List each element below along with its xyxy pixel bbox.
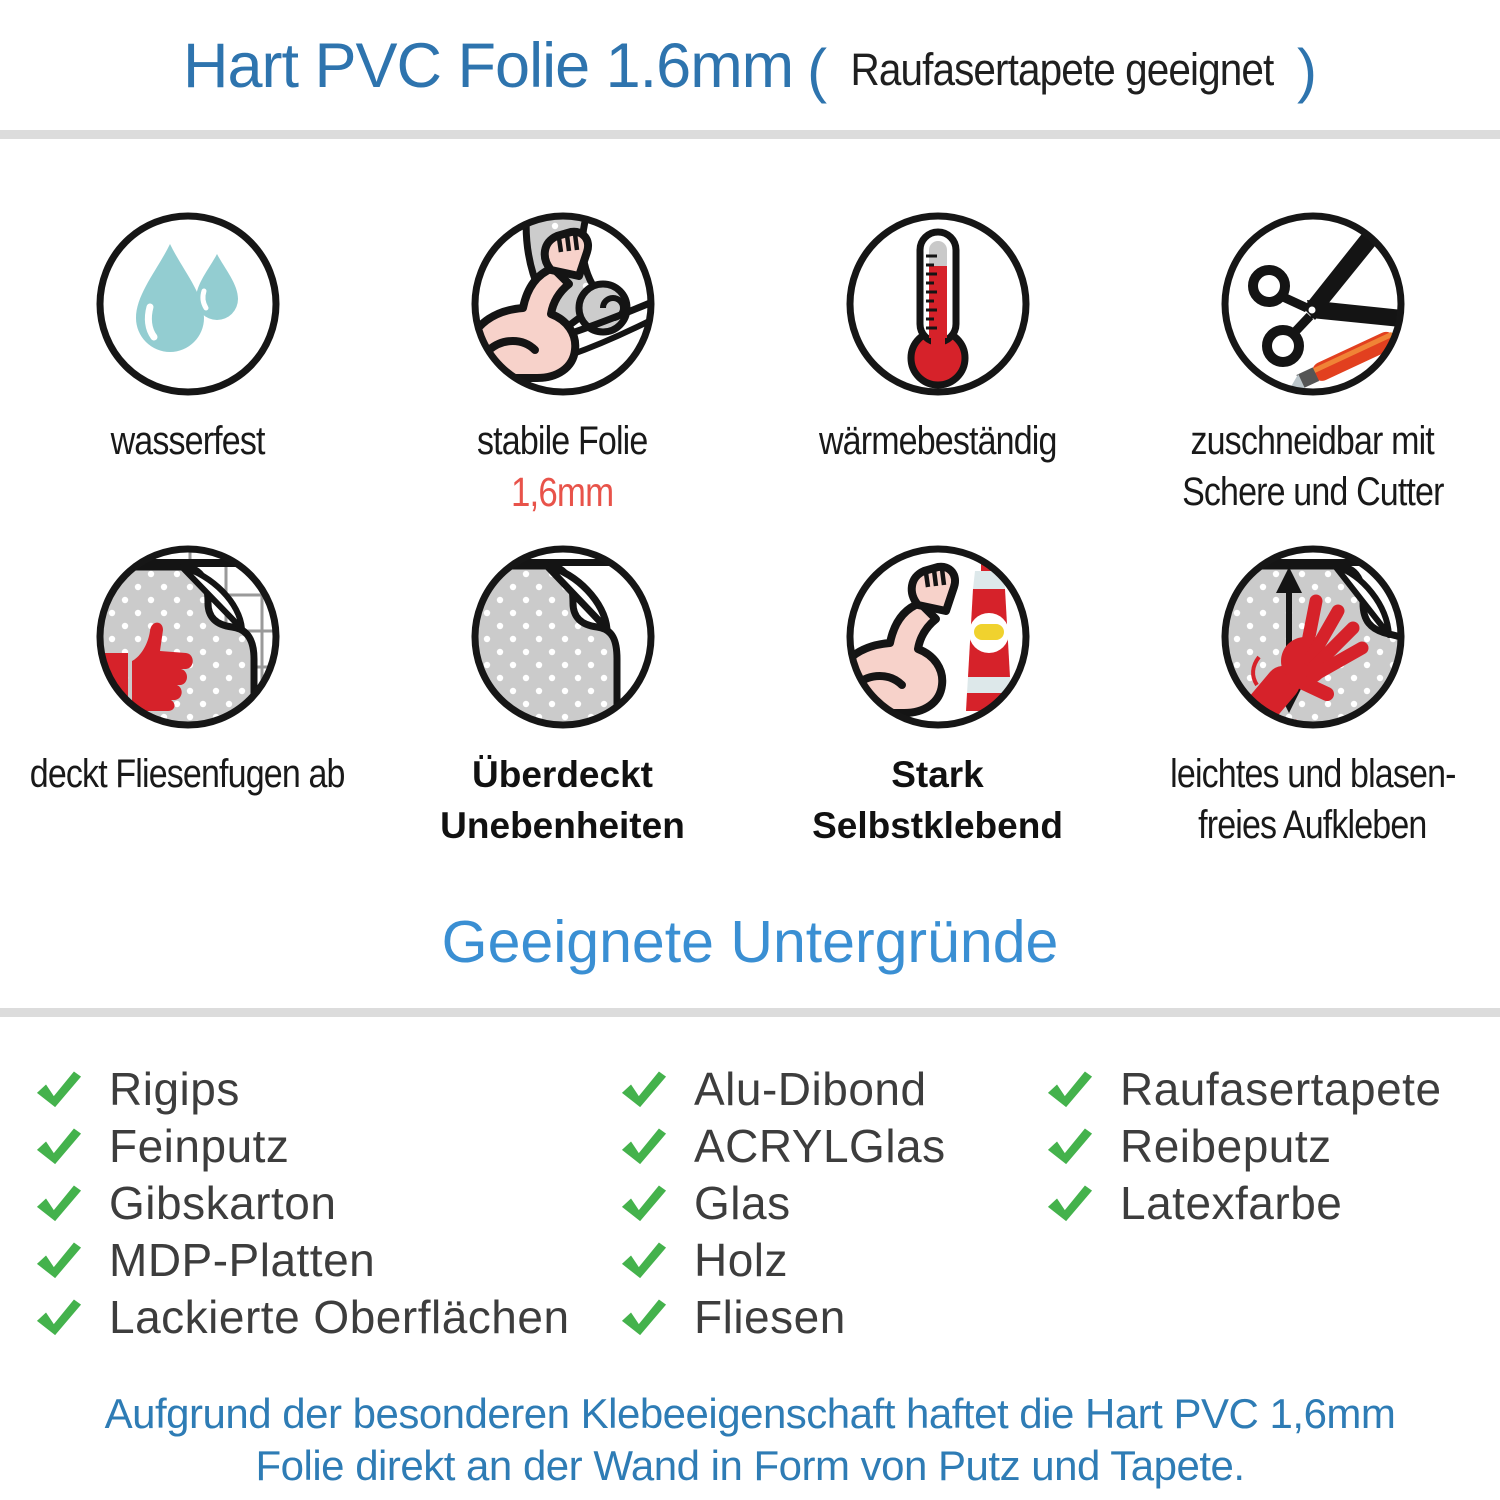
substrate-label: Raufasertapete [1120, 1062, 1442, 1115]
check-icon [620, 1069, 668, 1109]
footer-note [0, 1388, 1500, 1492]
footer-line-1: Aufgrund der besonderen Klebeeigenschaft haftet die Hart PVC 1,6mm [104, 1390, 1396, 1437]
check-icon [1046, 1069, 1094, 1109]
feature-waermebestaendig [750, 208, 1125, 518]
feature-wasserfest [0, 208, 375, 518]
feature-caption [798, 416, 1078, 467]
list-item [1046, 1060, 1442, 1117]
check-icon [1046, 1183, 1094, 1223]
check-icon [620, 1126, 668, 1166]
list-item [620, 1060, 946, 1117]
feature-label: wärmebeständig [818, 419, 1057, 463]
check-icon [35, 1183, 83, 1223]
list-item [35, 1288, 570, 1345]
substrate-label: MDP-Platten [109, 1233, 376, 1286]
feature-label: wasserfest [110, 419, 265, 463]
scissors-cutter-icon [1217, 208, 1409, 400]
list-item [620, 1288, 946, 1345]
substrate-label: Gibskarton [109, 1176, 337, 1229]
feature-caption [812, 749, 1063, 851]
substrate-label: Feinputz [109, 1119, 290, 1172]
feature-selbstklebend [750, 541, 1125, 851]
divider-line [0, 130, 1500, 139]
feature-label: Überdeckt [472, 754, 653, 795]
list-item [35, 1117, 570, 1174]
substrate-label: Latexfarbe [1120, 1176, 1343, 1229]
list-item [35, 1060, 570, 1117]
feature-label: Schere und Cutter [1181, 470, 1444, 514]
substrate-label: Reibeputz [1120, 1119, 1332, 1172]
tile-joints-thumb-icon [92, 541, 284, 733]
substrate-label: Lackierte Oberflächen [109, 1290, 570, 1343]
footer-line-2: Folie direkt an der Wand in Form von Putz und Tapete. [255, 1442, 1245, 1489]
feature-label: freies Aufkleben [1198, 803, 1427, 847]
feature-unebenheiten [375, 541, 750, 851]
check-icon [1046, 1126, 1094, 1166]
feature-caption [462, 416, 662, 517]
page-title [0, 30, 1500, 105]
feature-label: Stark [891, 754, 984, 795]
title-note: Raufasertapete geeignet [850, 44, 1274, 95]
water-drops-icon [92, 208, 284, 400]
feature-label: deckt Fliesenfugen ab [30, 752, 345, 796]
feature-aufkleben [1125, 541, 1500, 851]
title-paren-open: ( [807, 37, 828, 104]
substrate-label: Alu-Dibond [694, 1062, 927, 1115]
title-main: Hart PVC Folie 1.6mm [183, 31, 794, 101]
list-item [35, 1174, 570, 1231]
substrate-label: Holz [694, 1233, 789, 1286]
thermometer-icon [842, 208, 1034, 400]
feature-caption [2, 749, 372, 800]
list-item [35, 1231, 570, 1288]
divider-line [0, 1008, 1500, 1017]
check-icon [620, 1297, 668, 1337]
substrate-column-2 [620, 1060, 946, 1345]
muscle-foil-roll-icon [467, 208, 659, 400]
feature-label: leichtes und blasen- [1169, 752, 1456, 796]
list-item [1046, 1117, 1442, 1174]
muscle-glue-tube-icon [842, 541, 1034, 733]
feature-fliesenfugen [0, 541, 375, 851]
check-icon [620, 1240, 668, 1280]
feature-caption [1159, 416, 1467, 518]
list-item [620, 1174, 946, 1231]
feature-label: Unebenheiten [440, 805, 685, 846]
list-item [620, 1117, 946, 1174]
section-title-untergruende: Geeignete Untergründe [441, 909, 1059, 975]
feature-zuschneidbar [1125, 208, 1500, 518]
check-icon [35, 1240, 83, 1280]
feature-row-2 [0, 541, 1500, 851]
check-icon [35, 1297, 83, 1337]
feature-label: stabile Folie [477, 419, 648, 463]
feature-stabile-folie [375, 208, 750, 518]
feature-label: Selbstklebend [812, 805, 1063, 846]
feature-caption [440, 749, 685, 851]
list-item [1046, 1174, 1442, 1231]
feature-caption [97, 416, 278, 467]
check-icon [35, 1069, 83, 1109]
feature-label: zuschneidbar mit [1190, 419, 1435, 463]
title-paren-close: ) [1297, 37, 1317, 104]
substrate-label: Rigips [109, 1062, 240, 1115]
check-icon [35, 1126, 83, 1166]
foil-corner-fold-icon [467, 541, 659, 733]
substrate-label: ACRYLGlas [694, 1119, 946, 1172]
substrate-label: Fliesen [694, 1290, 846, 1343]
feature-caption [1145, 749, 1481, 851]
hand-smoothing-foil-icon [1217, 541, 1409, 733]
substrate-column-3 [1046, 1060, 1442, 1231]
substrate-label: Glas [694, 1176, 791, 1229]
thickness-value: 1,6mm [511, 469, 614, 515]
substrate-column-1 [35, 1060, 570, 1345]
feature-row-1 [0, 208, 1500, 518]
list-item [620, 1231, 946, 1288]
check-icon [620, 1183, 668, 1223]
